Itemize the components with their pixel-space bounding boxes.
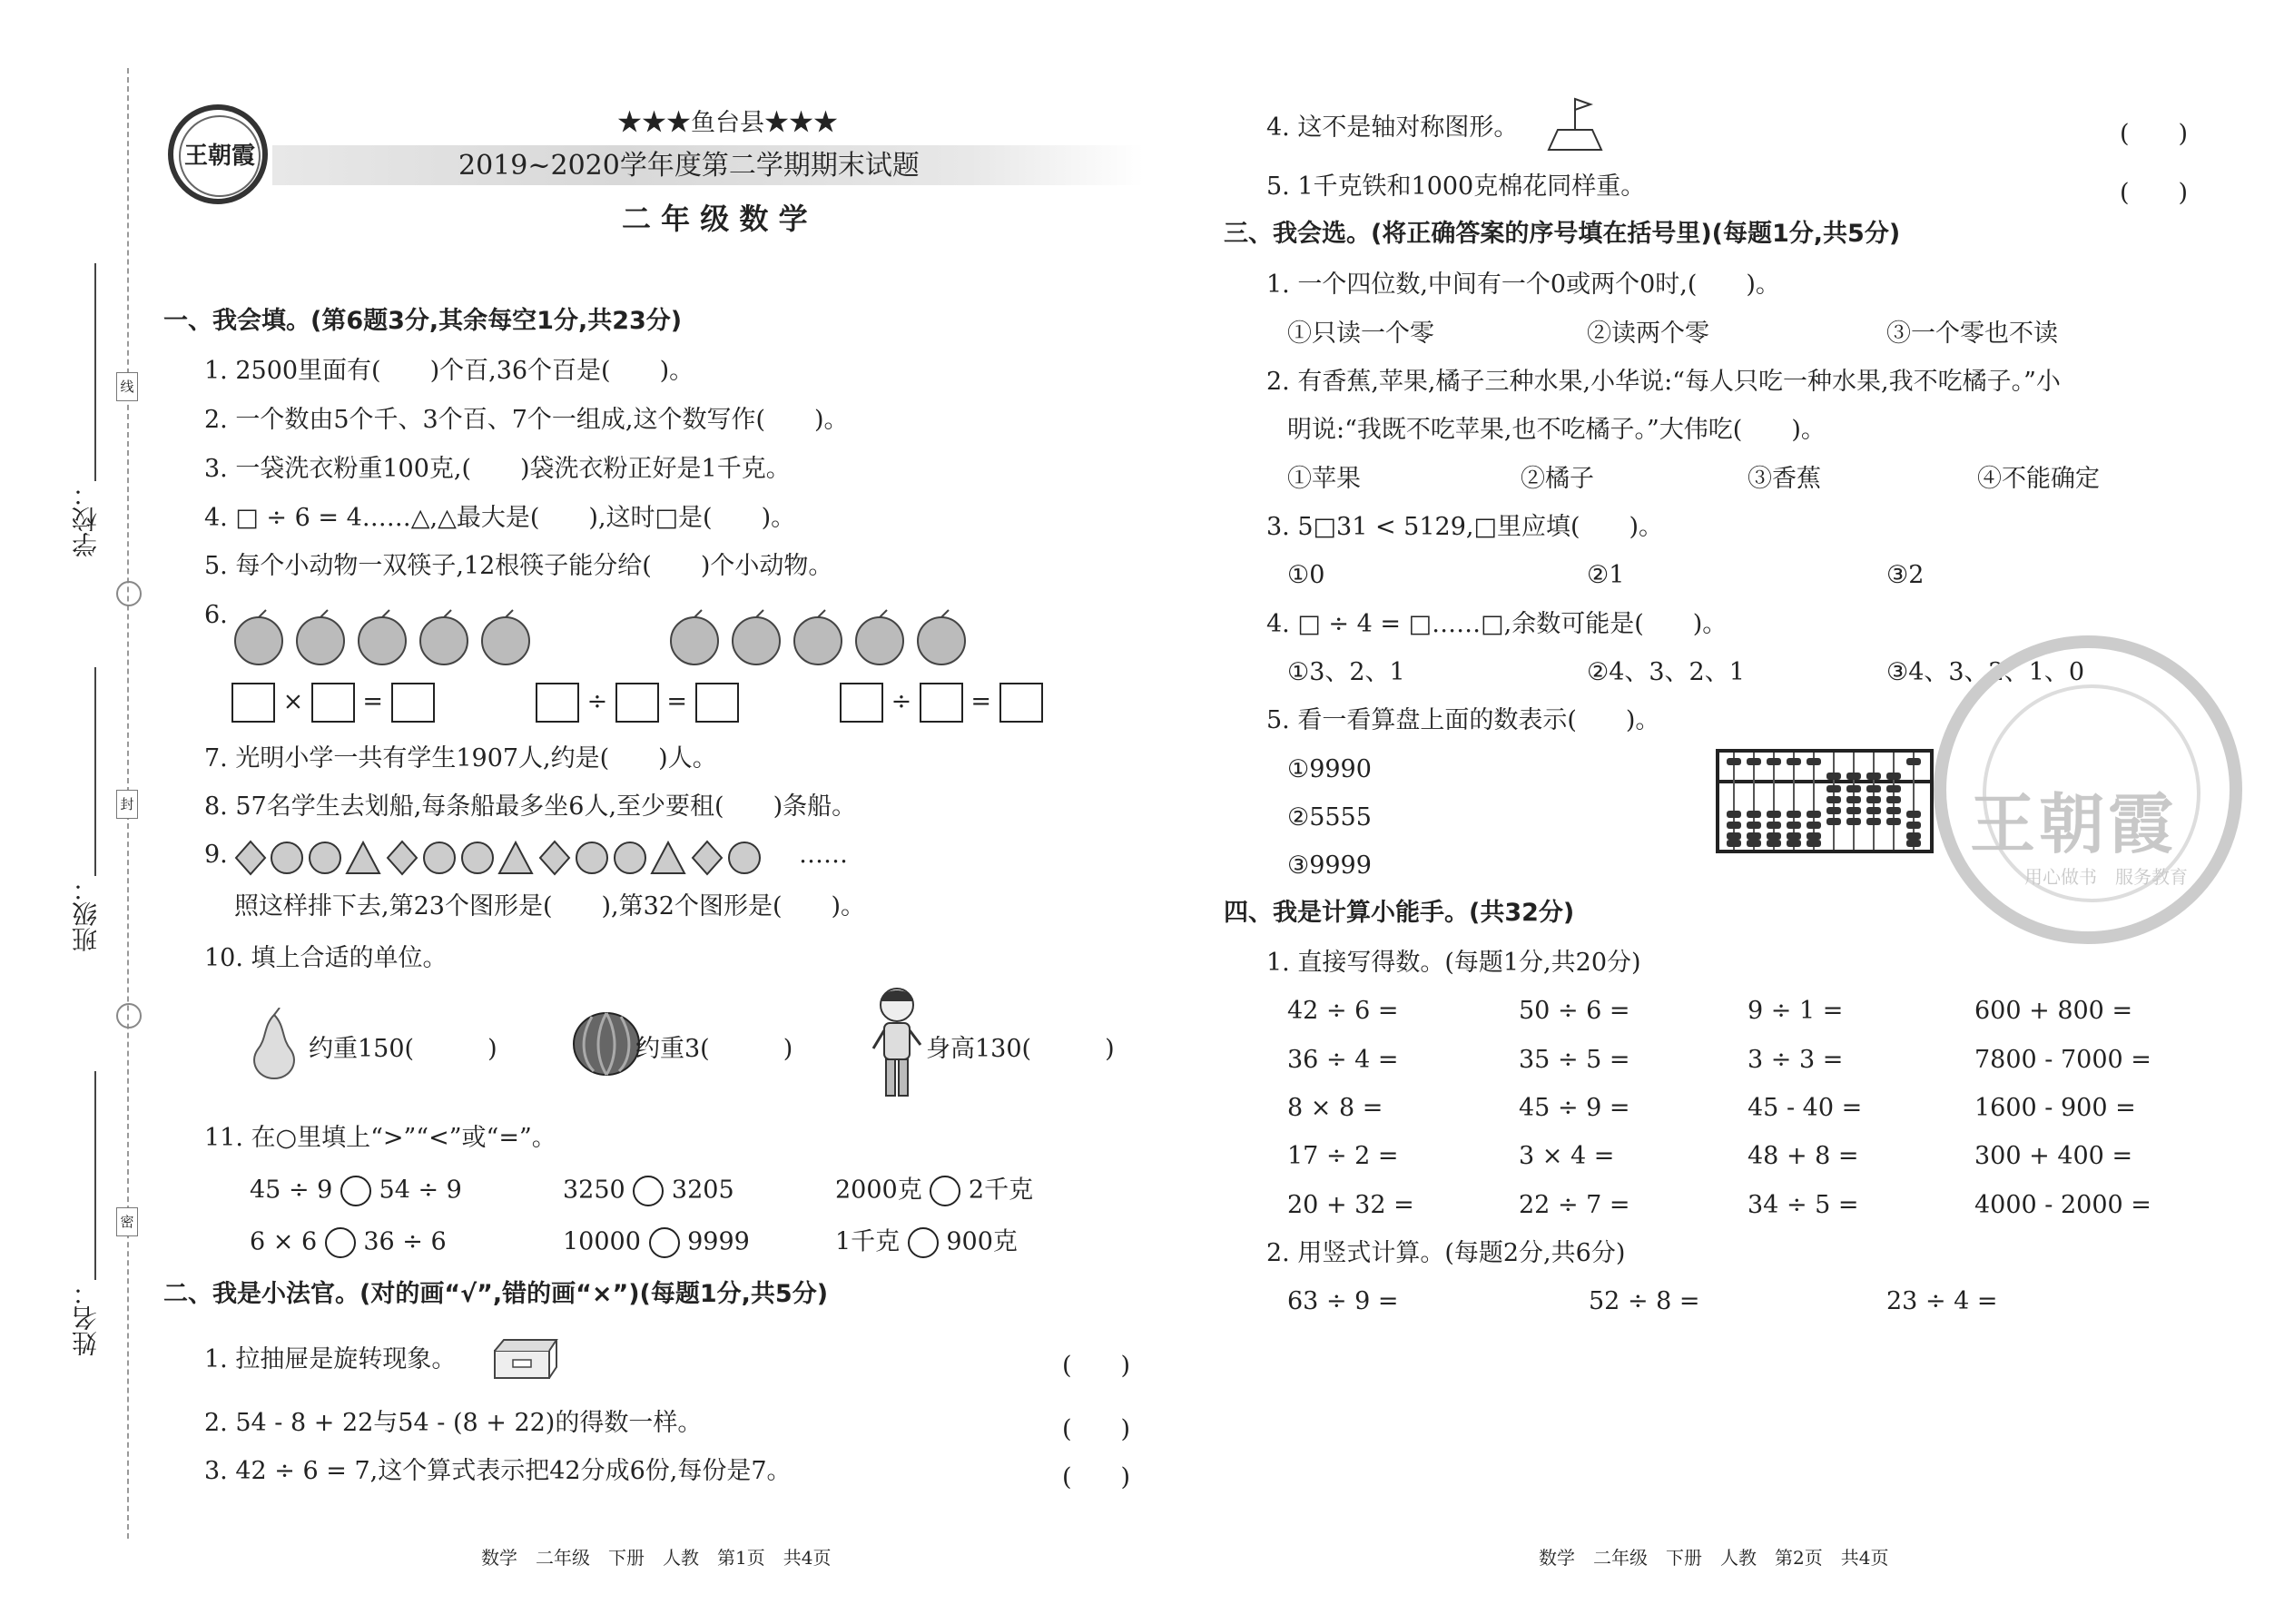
calc-item: 17 ÷ 2 = — [1287, 1142, 1399, 1170]
s1-q10a: 约重150( ) — [309, 1035, 497, 1063]
answer-box[interactable] — [311, 683, 355, 723]
binding-hole-icon — [116, 581, 142, 606]
binding-hole-icon — [116, 1003, 142, 1029]
answer-box[interactable] — [999, 683, 1043, 723]
s3-q5-opt3[interactable]: ③9999 — [1287, 851, 1372, 880]
section3-heading: 三、我会选。(将正确答案的序号填在括号里)(每题1分,共5分) — [1224, 220, 1901, 248]
s3-q2b: 明说:“我既不吃苹果,也不吃橘子。”大伟吃( )。 — [1287, 416, 1826, 444]
answer-box[interactable] — [615, 683, 659, 723]
compare-item: 2000克 2千克 — [835, 1176, 1033, 1206]
calc-item: 3 ÷ 3 = — [1748, 1046, 1844, 1074]
s1-q2: 2. 一个数由5个千、3个百、7个一组成,这个数写作( )。 — [204, 406, 849, 434]
school-line — [94, 263, 96, 481]
calc-item: 35 ÷ 5 = — [1519, 1046, 1630, 1074]
subject-title: 二 年 级 数 学 — [622, 202, 808, 236]
s3-q4: 4. □ ÷ 4 = □……□,余数可能是( )。 — [1266, 610, 1728, 638]
answer-box[interactable] — [231, 683, 275, 723]
s1-q1: 1. 2500里面有( )个百,36个百是( )。 — [204, 357, 694, 385]
answer-box[interactable] — [695, 683, 739, 723]
answer-paren[interactable]: ( ) — [1062, 1352, 1131, 1380]
apple-group-left — [231, 608, 540, 670]
answer-paren[interactable]: ( ) — [2120, 179, 2189, 207]
s1-q9b: 照这样排下去,第23个图形是( ),第32个图形是( )。 — [234, 892, 866, 920]
vertical-calc-item: 23 ÷ 4 = — [1886, 1287, 1998, 1315]
calc-item: 7800 - 7000 = — [1974, 1046, 2151, 1074]
calc-item: 1600 - 900 = — [1974, 1094, 2136, 1122]
school-label: 学校： — [71, 481, 101, 557]
compare-circle[interactable] — [930, 1176, 960, 1206]
calc-item: 8 × 8 = — [1287, 1094, 1383, 1122]
mark-seal: 封 — [116, 790, 138, 819]
abacus-icon — [1716, 749, 1934, 857]
s3-q2-opt3[interactable]: ③香蕉 — [1748, 465, 1821, 493]
s2-q3: 3. 42 ÷ 6 = 7,这个算式表示把42分成6份,每份是7。 — [204, 1457, 792, 1485]
calc-item: 34 ÷ 5 = — [1748, 1191, 1859, 1219]
calc-item: 36 ÷ 4 = — [1287, 1046, 1399, 1074]
calc-item: 50 ÷ 6 = — [1519, 997, 1630, 1025]
s1-q10b: 约重3( ) — [635, 1035, 793, 1063]
q6-eq1: × = — [231, 683, 435, 723]
s3-q2a: 2. 有香蕉,苹果,橘子三种水果,小华说:“每人只吃一种水果,我不吃橘子。”小 — [1266, 368, 2061, 396]
s4-sub1: 1. 直接写得数。(每题1分,共20分) — [1266, 949, 1641, 977]
vertical-calc-item: 63 ÷ 9 = — [1287, 1287, 1399, 1315]
compare-item: 6 × 6 36 ÷ 6 — [250, 1227, 447, 1258]
s1-q7: 7. 光明小学一共有学生1907人,约是( )人。 — [204, 744, 717, 773]
calc-item: 3 × 4 = — [1519, 1142, 1615, 1170]
s3-q4-opt2[interactable]: ②4、3、2、1 — [1587, 658, 1745, 686]
compare-circle[interactable] — [325, 1227, 356, 1258]
name-line — [94, 1071, 96, 1280]
s2-q4: 4. 这不是轴对称图形。 — [1266, 113, 1519, 142]
s1-q5: 5. 每个小动物一双筷子,12根筷子能分给( )个小动物。 — [204, 552, 833, 580]
s3-q5: 5. 看一看算盘上面的数表示( )。 — [1266, 706, 1660, 734]
calc-item: 9 ÷ 1 = — [1748, 997, 1844, 1025]
compare-circle[interactable] — [908, 1227, 939, 1258]
footer-left: 数学 二年级 下册 人教 第1页 共4页 — [481, 1547, 832, 1569]
answer-paren[interactable]: ( ) — [1062, 1415, 1131, 1443]
answer-box[interactable] — [920, 683, 963, 723]
calc-item: 20 + 32 = — [1287, 1191, 1414, 1219]
s3-q3: 3. 5□31 < 5129,□里应填( )。 — [1266, 513, 1664, 541]
s3-q4-opt3[interactable]: ③4、3、2、1、0 — [1886, 658, 2085, 686]
s3-q1-opt1[interactable]: ①只读一个零 — [1287, 320, 1434, 348]
q6-eq2: ÷ = — [536, 683, 739, 723]
s3-q3-opt3[interactable]: ③2 — [1886, 561, 1925, 589]
pear-icon — [245, 1008, 304, 1084]
calc-item: 300 + 400 = — [1974, 1142, 2133, 1170]
answer-box[interactable] — [536, 683, 579, 723]
calc-item: 48 + 8 = — [1748, 1142, 1859, 1170]
calc-item: 4000 - 2000 = — [1974, 1191, 2151, 1219]
s3-q1: 1. 一个四位数,中间有一个0或两个0时,( )。 — [1266, 271, 1780, 299]
s1-q10: 10. 填上合适的单位。 — [204, 944, 448, 972]
s1-q8: 8. 57名学生去划船,每条船最多坐6人,至少要租( )条船。 — [204, 792, 857, 821]
s1-q4: 4. □ ÷ 6 = 4……△,△最大是( ),这时□是( )。 — [204, 504, 796, 532]
mark-line: 线 — [116, 372, 138, 401]
s3-q1-opt3[interactable]: ③一个零也不读 — [1886, 320, 2058, 348]
s3-q4-opt1[interactable]: ①3、2、1 — [1287, 658, 1405, 686]
s2-q1: 1. 拉抽屉是旋转现象。 — [204, 1345, 457, 1373]
section2-heading: 二、我是小法官。(对的画“√”,错的画“×”)(每题1分,共5分) — [163, 1280, 829, 1308]
s4-sub2: 2. 用竖式计算。(每题2分,共6分) — [1266, 1239, 1626, 1267]
drawer-icon — [486, 1333, 558, 1386]
s1-q3: 3. 一袋洗衣粉重100克,( )袋洗衣粉正好是1千克。 — [204, 455, 791, 483]
q9-ellipsis: …… — [799, 841, 848, 869]
s2-q2: 2. 54 - 8 + 22与54 - (8 + 22)的得数一样。 — [204, 1409, 703, 1437]
q6-eq3: ÷ = — [840, 683, 1043, 723]
answer-paren[interactable]: ( ) — [2120, 120, 2189, 148]
compare-circle[interactable] — [649, 1227, 680, 1258]
calc-item: 22 ÷ 7 = — [1519, 1191, 1630, 1219]
compare-circle[interactable] — [633, 1176, 664, 1206]
s3-q3-opt2[interactable]: ②1 — [1587, 561, 1625, 589]
s3-q2-opt4[interactable]: ④不能确定 — [1977, 465, 2100, 493]
compare-item: 1千克 900克 — [835, 1227, 1018, 1258]
flag-shape-icon — [1543, 95, 1607, 158]
s1-q9: 9. — [204, 841, 228, 869]
s3-q1-opt2[interactable]: ②读两个零 — [1587, 320, 1709, 348]
answer-box[interactable] — [391, 683, 435, 723]
compare-circle[interactable] — [340, 1176, 371, 1206]
answer-paren[interactable]: ( ) — [1062, 1463, 1131, 1491]
watermark-slogan: 用心做书 服务教育 — [2024, 866, 2188, 888]
boy-icon — [870, 985, 924, 1107]
section1-heading: 一、我会填。(第6题3分,其余每空1分,共23分) — [163, 307, 683, 335]
mark-secret: 密 — [116, 1207, 138, 1236]
s3-q5-opt1[interactable]: ①9990 — [1287, 755, 1372, 783]
compare-item: 10000 9999 — [563, 1227, 750, 1258]
watermelon-icon — [570, 1006, 643, 1082]
exam-title: 2019~2020学年度第二学期期末试题 — [458, 150, 920, 182]
s2-q5: 5. 1千克铁和1000克棉花同样重。 — [1266, 172, 1646, 201]
watermark-name: 王朝霞 — [1970, 785, 2178, 862]
logo-icon — [168, 104, 268, 204]
class-line — [94, 667, 96, 876]
answer-box[interactable] — [840, 683, 883, 723]
s3-q2-opt1[interactable]: ①苹果 — [1287, 465, 1361, 493]
footer-right: 数学 二年级 下册 人教 第2页 共4页 — [1539, 1547, 1889, 1569]
s3-q3-opt1[interactable]: ①0 — [1287, 561, 1325, 589]
shape-sequence — [234, 840, 797, 880]
section4-heading: 四、我是计算小能手。(共32分) — [1224, 899, 1575, 927]
compare-item: 45 ÷ 9 54 ÷ 9 — [250, 1176, 462, 1206]
s1-q6: 6. — [204, 601, 228, 629]
county-title: ★★★鱼台县★★★ — [617, 109, 838, 137]
vertical-calc-item: 52 ÷ 8 = — [1589, 1287, 1700, 1315]
logo-text: 王朝霞 — [179, 115, 261, 197]
calc-item: 45 - 40 = — [1748, 1094, 1863, 1122]
s3-q5-opt2[interactable]: ②5555 — [1287, 803, 1372, 832]
class-label: 班级： — [71, 876, 101, 952]
name-label: 姓名： — [71, 1280, 101, 1356]
s1-q10c: 身高130( ) — [926, 1035, 1115, 1063]
compare-item: 3250 3205 — [563, 1176, 734, 1206]
calc-item: 42 ÷ 6 = — [1287, 997, 1399, 1025]
s3-q2-opt2[interactable]: ②橘子 — [1521, 465, 1594, 493]
calc-item: 600 + 800 = — [1974, 997, 2133, 1025]
calc-item: 45 ÷ 9 = — [1519, 1094, 1630, 1122]
apple-group-right — [667, 608, 976, 670]
s1-q11: 11. 在○里填上“>”“<”或“=”。 — [204, 1124, 556, 1152]
